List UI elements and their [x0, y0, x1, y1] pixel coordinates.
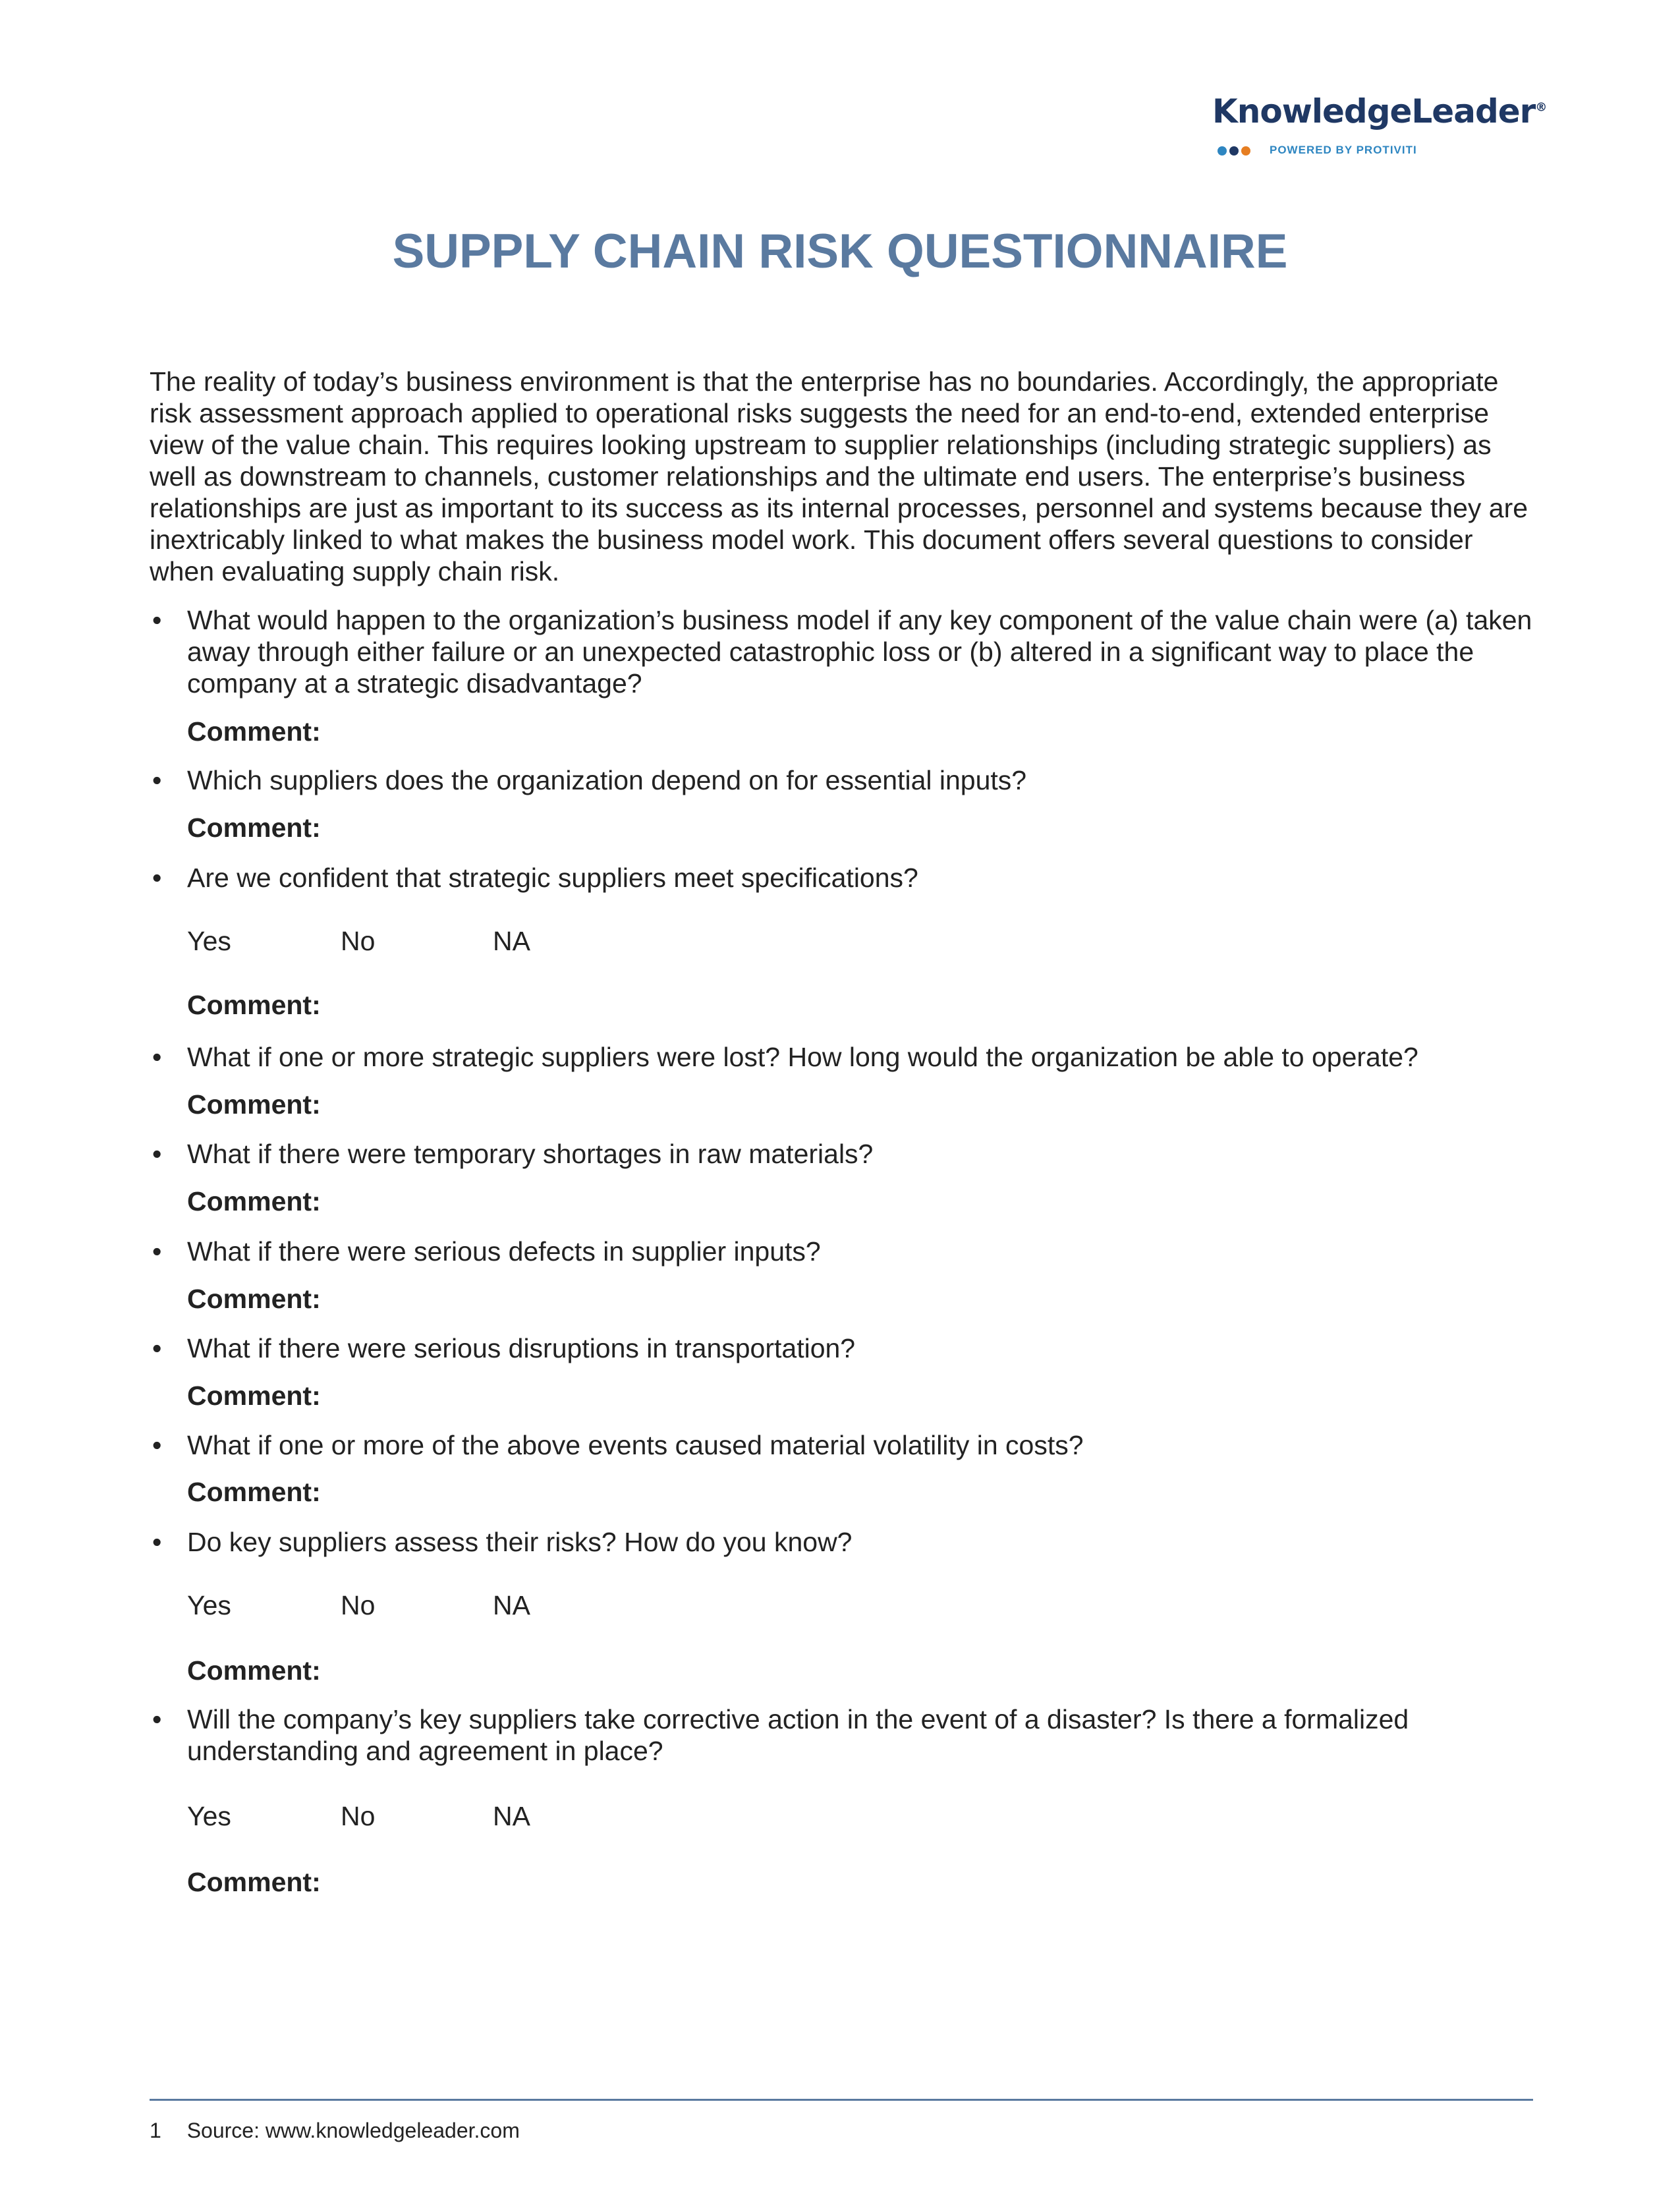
question-text: What if there were serious defects in supplier inputs? [187, 1236, 821, 1267]
bullet: • [152, 765, 162, 795]
question-7 [150, 1332, 1540, 1364]
footer-source[interactable]: Source: www.knowledgeleader.com [186, 2119, 520, 2142]
question-4 [150, 1041, 1540, 1073]
answer-yes[interactable]: Yes [187, 1590, 231, 1620]
powered-by: POWERED BY PROTIVITI [1270, 144, 1417, 156]
bullet: • [152, 1236, 162, 1267]
intro-paragraph: The reality of today’s business environment is that the enterprise has no boundaries. Accordingly, the appropriate risk assessment approach applied to operational risks suggests the need for an end-to-end, extended enterprise view of the value chain. This requires looking upstream to supplier relationships (including strategic suppliers) as well as downstream to channels, customer relationships and the ultimate end users. The enterprise’s business relationships are just as important to its success as its internal processes, personnel and systems because they are inextricably linked to what makes the business model work. This document offers several questions to consider when evaluating supply chain risk. [150, 366, 1528, 586]
bullet: • [152, 605, 162, 635]
answer-na[interactable]: NA [493, 926, 530, 956]
question-10 [150, 1703, 1540, 1767]
answer-yes[interactable]: Yes [187, 1801, 231, 1831]
registered-mark: ® [1535, 100, 1547, 115]
bullet: • [152, 1527, 162, 1557]
question-5 [150, 1138, 1540, 1170]
bullet: • [152, 1042, 162, 1072]
answer-na[interactable]: NA [493, 1801, 530, 1831]
question-2 [150, 764, 1540, 796]
question-9 [150, 1526, 1540, 1558]
bullet: • [152, 1430, 162, 1460]
answer-na[interactable]: NA [493, 1590, 530, 1620]
comment-label: Comment: [187, 990, 321, 1020]
bullet: • [152, 1333, 162, 1363]
page-title: SUPPLY CHAIN RISK QUESTIONNAIRE [392, 225, 1288, 278]
answer-no[interactable]: No [341, 1590, 376, 1620]
bullet: • [152, 1704, 162, 1734]
comment-label: Comment: [187, 1284, 321, 1314]
comment-label: Comment: [187, 813, 321, 843]
question-6 [150, 1236, 1540, 1267]
question-1 [150, 604, 1540, 699]
bullet: • [152, 863, 162, 893]
question-text: Will the company’s key suppliers take corrective action in the event of a disaster? Is there a formalized understanding and agreement in place? [187, 1704, 1409, 1766]
comment-label: Comment: [187, 1477, 321, 1507]
question-text: What if one or more of the above events caused material volatility in costs? [187, 1430, 1084, 1460]
question-text: Which suppliers does the organization depend on for essential inputs? [187, 765, 1027, 795]
brand-dots-icon [1218, 146, 1253, 159]
question-text: Are we confident that strategic suppliers meet specifications? [187, 863, 918, 893]
question-8 [150, 1429, 1540, 1461]
comment-label: Comment: [187, 1381, 321, 1411]
brand-name: KnowledgeLeader [1212, 92, 1536, 130]
footer [150, 2119, 520, 2143]
comment-label: Comment: [187, 1089, 321, 1120]
comment-label: Comment: [187, 716, 321, 747]
bullet: • [152, 1139, 162, 1169]
footer-divider [150, 2099, 1533, 2101]
answer-no[interactable]: No [341, 1801, 376, 1831]
footnote-number: 1 [150, 2119, 161, 2142]
comment-label: Comment: [187, 1186, 321, 1216]
question-text: What if there were serious disruptions in transportation? [187, 1333, 856, 1363]
answer-no[interactable]: No [341, 926, 376, 956]
answer-yes[interactable]: Yes [187, 926, 231, 956]
question-text: What would happen to the organization’s business model if any key component of the value chain were (a) taken away through either failure or an unexpected catastrophic loss or (b) altered in a significant way to place the company at a strategic disadvantage? [187, 605, 1532, 699]
question-text: What if one or more strategic suppliers were lost? How long would the organization be able to operate? [187, 1042, 1418, 1072]
brand-logo [1212, 92, 1547, 165]
question-text: Do key suppliers assess their risks? How do you know? [187, 1527, 853, 1557]
question-text: What if there were temporary shortages in raw materials? [187, 1139, 874, 1169]
comment-label: Comment: [187, 1867, 321, 1897]
comment-label: Comment: [187, 1655, 321, 1686]
question-3 [150, 862, 1540, 894]
